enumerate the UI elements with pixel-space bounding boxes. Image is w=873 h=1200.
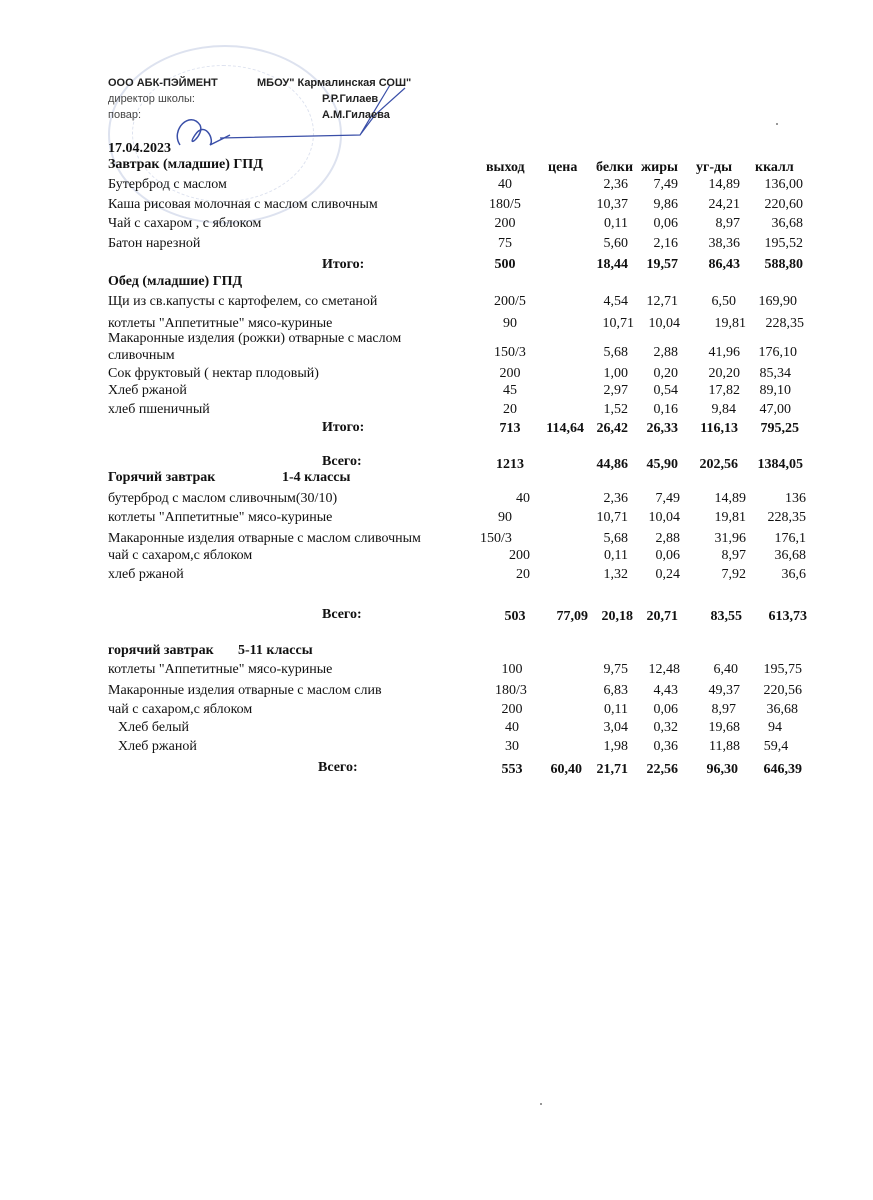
out: 713 (499, 421, 521, 436)
section-subtitle: 1-4 классы (282, 470, 351, 485)
fat: 0,54 (653, 383, 678, 398)
kcal: 36,68 (774, 548, 806, 563)
kcal: 220,60 (764, 197, 803, 212)
protein: 5,68 (603, 345, 628, 360)
protein: 9,75 (603, 662, 628, 677)
dish-name: хлеб пшеничный (108, 402, 210, 417)
protein: 2,36 (603, 177, 628, 192)
protein: 21,71 (596, 762, 628, 777)
org-name: ООО АБК-ПЭЙМЕНТ (108, 77, 218, 89)
fat: 7,49 (655, 491, 680, 506)
out: 503 (504, 609, 526, 624)
out: 150/3 (494, 345, 526, 360)
out: 200 (494, 216, 516, 231)
out: 100 (501, 662, 523, 677)
dish-name: Макаронные изделия отварные с маслом сливочным (108, 531, 421, 546)
out: 45 (503, 383, 517, 398)
fat: 26,33 (646, 421, 678, 436)
carbs: 202,56 (699, 457, 738, 472)
section-title: горячий завтрак (108, 643, 214, 658)
total-label: Итого: (322, 420, 365, 435)
kcal: 36,68 (771, 216, 803, 231)
col-header-price: цена (548, 160, 578, 175)
protein: 1,52 (603, 402, 628, 417)
grand-total-label: Всего: (322, 454, 362, 469)
protein: 3,04 (603, 720, 628, 735)
out: 200 (501, 702, 523, 717)
out: 200 (499, 366, 521, 381)
dish-name: чай с сахаром,с яблоком (108, 548, 253, 563)
dish-name: Хлеб белый (118, 720, 189, 735)
kcal: 646,39 (763, 762, 802, 777)
protein: 44,86 (596, 457, 628, 472)
cook-name: А.М.Гилаева (322, 109, 390, 121)
carbs: 17,82 (708, 383, 740, 398)
carbs: 19,68 (708, 720, 740, 735)
carbs: 8,97 (711, 702, 736, 717)
protein: 26,42 (596, 421, 628, 436)
fat: 9,86 (653, 197, 678, 212)
dish-name: Хлеб ржаной (118, 739, 197, 754)
out: 20 (503, 402, 517, 417)
director-label: директор школы: (108, 93, 195, 105)
carbs: 24,21 (708, 197, 740, 212)
dish-name: бутерброд с маслом сливочным(30/10) (108, 491, 338, 506)
kcal: 228,35 (765, 316, 804, 331)
out: 90 (503, 316, 517, 331)
carbs: 86,43 (708, 257, 740, 272)
carbs: 7,92 (721, 567, 746, 582)
scan-speck (776, 123, 778, 125)
kcal: 195,75 (763, 662, 802, 677)
fat: 20,71 (646, 609, 678, 624)
price: 60,40 (550, 762, 582, 777)
protein: 10,71 (602, 316, 634, 331)
carbs: 6,40 (713, 662, 738, 677)
kcal: 1384,05 (757, 457, 803, 472)
carbs: 96,30 (706, 762, 738, 777)
dish-name: Макаронные изделия отварные с маслом слив (108, 683, 382, 698)
fat: 0,06 (653, 216, 678, 231)
out: 500 (494, 257, 516, 272)
kcal: 588,80 (764, 257, 803, 272)
out: 180/3 (495, 683, 527, 698)
kcal: 613,73 (768, 609, 807, 624)
dish-name-cont: сливочным (108, 348, 175, 363)
protein: 1,32 (603, 567, 628, 582)
kcal: 176,10 (758, 345, 797, 360)
fat: 22,56 (646, 762, 678, 777)
dish-name: котлеты "Аппетитные" мясо-куриные (108, 316, 333, 331)
fat: 7,49 (653, 177, 678, 192)
section-title: Горячий завтрак (108, 470, 216, 485)
price: 77,09 (556, 609, 588, 624)
protein: 10,71 (596, 510, 628, 525)
col-header-carbs: уг-ды (696, 160, 733, 175)
protein: 20,18 (601, 609, 633, 624)
fat: 0,20 (653, 366, 678, 381)
price: 114,64 (546, 421, 584, 436)
carbs: 6,50 (711, 294, 736, 309)
fat: 0,06 (653, 702, 678, 717)
fat: 0,36 (653, 739, 678, 754)
dish-name: котлеты "Аппетитные" мясо-куриные (108, 510, 333, 525)
protein: 2,97 (603, 383, 628, 398)
carbs: 41,96 (708, 345, 740, 360)
fat: 0,24 (655, 567, 680, 582)
dish-name: Батон нарезной (108, 236, 201, 251)
fat: 2,88 (653, 345, 678, 360)
protein: 2,36 (603, 491, 628, 506)
protein: 4,54 (603, 294, 628, 309)
protein: 1,00 (603, 366, 628, 381)
dish-name: Хлеб ржаной (108, 383, 187, 398)
protein: 10,37 (596, 197, 628, 212)
kcal: 47,00 (759, 402, 791, 417)
dish-name: Сок фруктовый ( нектар плодовый) (108, 366, 319, 381)
col-header-protein: белки (596, 160, 634, 175)
out: 75 (498, 236, 512, 251)
fat: 2,88 (655, 531, 680, 546)
fat: 2,16 (653, 236, 678, 251)
dish-name: Каша рисовая молочная с маслом сливочным (108, 197, 378, 212)
total-label: Всего: (318, 760, 358, 775)
protein: 5,68 (603, 531, 628, 546)
section-subtitle: 5-11 классы (238, 643, 313, 658)
out: 150/3 (480, 531, 512, 546)
total-label: Всего: (322, 607, 362, 622)
fat: 0,06 (655, 548, 680, 563)
kcal: 136,00 (764, 177, 803, 192)
out: 30 (505, 739, 519, 754)
carbs: 116,13 (700, 421, 738, 436)
carbs: 49,37 (708, 683, 740, 698)
menu-date: 17.04.2023 (108, 141, 171, 156)
fat: 45,90 (646, 457, 678, 472)
out: 1213 (496, 457, 524, 472)
out: 40 (516, 491, 530, 506)
carbs: 14,89 (708, 177, 740, 192)
carbs: 19,81 (714, 316, 746, 331)
fat: 0,16 (653, 402, 678, 417)
dish-name: чай с сахаром,с яблоком (108, 702, 253, 717)
fat: 4,43 (653, 683, 678, 698)
carbs: 31,96 (714, 531, 746, 546)
protein: 6,83 (603, 683, 628, 698)
carbs: 8,97 (721, 548, 746, 563)
director-name: Р.Р.Гилаев (322, 93, 379, 105)
kcal: 36,68 (766, 702, 798, 717)
dish-name: Щи из св.капусты с картофелем, со сметаной (108, 294, 378, 309)
fat: 10,04 (648, 510, 680, 525)
carbs: 19,81 (714, 510, 746, 525)
protein: 1,98 (603, 739, 628, 754)
school-name: МБОУ" Кармалинская СОШ" (257, 77, 412, 89)
dish-name: котлеты "Аппетитные" мясо-куриные (108, 662, 333, 677)
out: 40 (505, 720, 519, 735)
kcal: 94 (768, 720, 782, 735)
cook-label: повар: (108, 109, 142, 121)
carbs: 8,97 (715, 216, 740, 231)
protein: 0,11 (604, 702, 628, 717)
fat: 12,48 (648, 662, 680, 677)
scan-speck (540, 1103, 542, 1105)
kcal: 795,25 (760, 421, 799, 436)
kcal: 176,1 (774, 531, 806, 546)
out: 90 (498, 510, 512, 525)
kcal: 85,34 (759, 366, 791, 381)
fat: 10,04 (648, 316, 680, 331)
section-title: Обед (младшие) ГПД (108, 274, 243, 289)
out: 200/5 (494, 294, 526, 309)
kcal: 195,52 (764, 236, 803, 251)
kcal: 59,4 (763, 739, 789, 754)
total-label: Итого: (322, 257, 365, 272)
kcal: 220,56 (763, 683, 802, 698)
out: 20 (516, 567, 530, 582)
out: 200 (509, 548, 530, 563)
protein: 5,60 (603, 236, 628, 251)
protein: 0,11 (604, 216, 628, 231)
section-title: Завтрак (младшие) ГПД (108, 157, 263, 172)
out: 180/5 (489, 197, 521, 212)
fat: 0,32 (653, 720, 678, 735)
carbs: 11,88 (709, 739, 740, 754)
carbs: 38,36 (708, 236, 740, 251)
col-header-fat: жиры (641, 160, 678, 175)
out: 40 (498, 177, 512, 192)
col-header-kcal: ккалл (755, 160, 794, 175)
carbs: 14,89 (714, 491, 746, 506)
out: 553 (501, 762, 523, 777)
fat: 12,71 (646, 294, 678, 309)
protein: 0,11 (604, 548, 628, 563)
kcal: 228,35 (767, 510, 806, 525)
kcal: 169,90 (758, 294, 797, 309)
dish-name: Макаронные изделия (рожки) отварные с маслом (108, 331, 402, 346)
dish-name: Чай с сахаром , с яблоком (108, 216, 262, 231)
carbs: 9,84 (711, 402, 736, 417)
dish-name: Бутерброд с маслом (108, 177, 227, 192)
fat: 19,57 (646, 257, 678, 272)
col-header-out: выход (486, 160, 525, 175)
kcal: 36,6 (781, 567, 806, 582)
carbs: 83,55 (710, 609, 742, 624)
protein: 18,44 (596, 257, 628, 272)
carbs: 20,20 (708, 366, 740, 381)
dish-name: хлеб ржаной (108, 567, 184, 582)
kcal: 136 (785, 491, 806, 506)
kcal: 89,10 (759, 383, 791, 398)
